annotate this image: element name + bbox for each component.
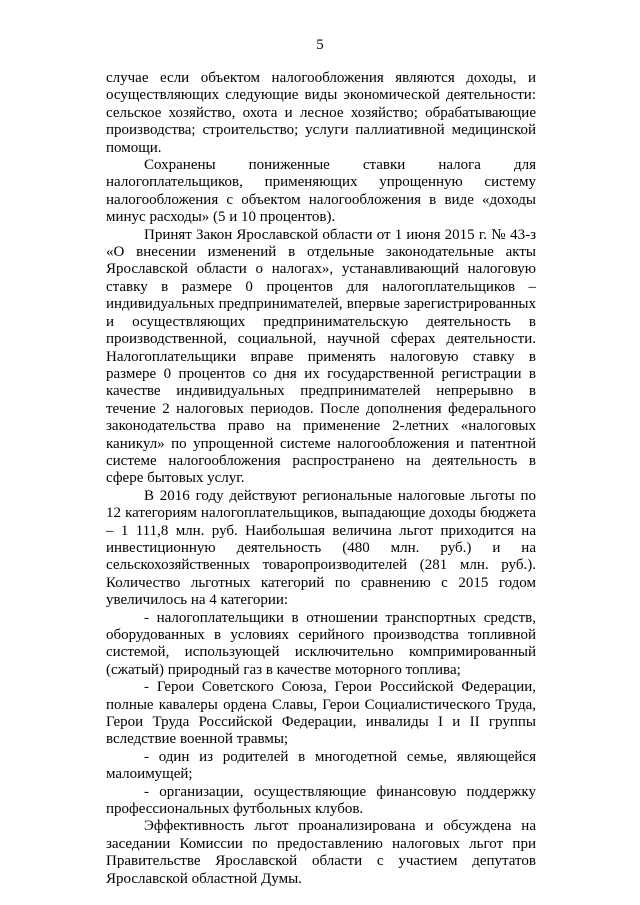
document-body (106, 70, 536, 888)
list-item-heroes: - Герои Советского Союза, Герои Российской Федерации, полные кавалеры ордена Славы, Герои Социалистического Труда, Герои Труда Российской Федерации, инвалиды I и II группы вследствие военной травмы; (106, 679, 536, 748)
paragraph-regional-law: Принят Закон Ярославской области от 1 июня 2015 г. № 43-з «О внесении изменений в отдельные законодательные акты Ярославской области о налогах», устанавливающий налоговую ставку в размере 0 процентов для налогоплательщиков – индивидуальных предпринимателей, впервые зарегистрированных и осуществляющих предпринимательскую деятельность в производственной, социальной, научной сферах деятельности. Налогоплательщики вправе применять налоговую ставку в размере 0 процентов со дня их государственной регистрации в качестве индивидуальных предпринимателей непрерывно в течение 2 налоговых периодов. После дополнения федерального законодательства право на применение 2-летних «налоговых каникул» по упрощенной системе налогообложения и патентной системе налогообложения распространено на деятельность в сфере бытовых услуг. (106, 226, 536, 487)
paragraph-reduced-rates: Сохранены пониженные ставки налога для налогоплательщиков, применяющих упрощенную систему налогообложения с объектом налогообложения в виде «доходы минус расходы» (5 и 10 процентов). (106, 157, 536, 226)
paragraph-continuation: случае если объектом налогообложения являются доходы, и осуществляющих следующие виды экономической деятельности: сельское хозяйство, охота и лесное хозяйство; обрабатывающие производства; строительство; услуги паллиативной медицинской помощи. (106, 70, 536, 156)
page-number: 5 (316, 37, 324, 53)
paragraph-tax-benefits-2016: В 2016 году действуют региональные налоговые льготы по 12 категориям налогоплательщиков, выпадающие доходы бюджета – 1 111,8 млн. руб. Наибольшая величина льгот приходится на инвестиционную деятельность (480 млн. руб.) и на сельскохозяйственных товаропроизводителей (281 млн. руб.). Количество льготных категорий по сравнению с 2015 годом увеличилось на 4 категории: (106, 487, 536, 609)
list-item-large-families: - один из родителей в многодетной семье, являющейся малоимущей; (106, 748, 536, 783)
paragraph-efficiency-analysis: Эффективность льгот проанализирована и обсуждена на заседании Комиссии по предоставлению налоговых льгот при Правительстве Ярославской области с участием депутатов Ярославской областной Думы. (106, 818, 536, 887)
list-item-football-support: - организации, осуществляющие финансовую поддержку профессиональных футбольных клубов. (106, 783, 536, 818)
list-item-gas-vehicles: - налогоплательщики в отношении транспортных средств, оборудованных в условиях серийного производства топливной системой, использующей исключительно компримированный (сжатый) природный газ в качестве моторного топлива; (106, 609, 536, 678)
